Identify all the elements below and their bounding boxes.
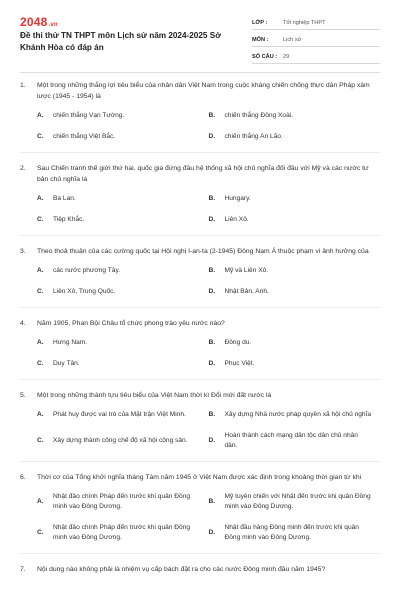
meta-row-subject bbox=[252, 31, 380, 47]
option-d[interactable] bbox=[209, 287, 381, 297]
question-divider bbox=[20, 307, 380, 308]
option-letter: A. bbox=[37, 112, 44, 119]
option-letter: C. bbox=[37, 529, 44, 536]
option-d[interactable] bbox=[209, 431, 381, 451]
question-number: 3. bbox=[20, 248, 26, 255]
option-c[interactable] bbox=[37, 132, 209, 142]
meta-value: 29 bbox=[283, 54, 290, 60]
option-d[interactable] bbox=[209, 215, 381, 225]
question-4 bbox=[20, 318, 380, 369]
options bbox=[20, 338, 380, 369]
exam-meta bbox=[252, 14, 380, 65]
option-text: Xây dựng Nhà nước pháp quyền xã hội chủ nghĩa bbox=[224, 411, 372, 418]
options bbox=[20, 410, 380, 451]
option-c[interactable] bbox=[37, 359, 209, 369]
meta-key: SỐ CÂU : bbox=[252, 54, 278, 60]
header-divider bbox=[20, 72, 380, 73]
option-letter: B. bbox=[208, 195, 216, 202]
option-letter: A. bbox=[37, 339, 44, 346]
option-letter: D. bbox=[208, 216, 216, 223]
question-1 bbox=[20, 80, 380, 142]
meta-key: LỚP : bbox=[252, 20, 268, 26]
option-text: Ba Lan. bbox=[53, 195, 76, 202]
option-d[interactable] bbox=[209, 132, 381, 142]
option-letter: A. bbox=[37, 498, 44, 505]
question-number: 4. bbox=[20, 320, 26, 327]
meta-value: Lịch sử bbox=[283, 37, 302, 43]
option-letter: D. bbox=[208, 133, 216, 140]
option-text: Liên Xô. bbox=[224, 216, 249, 223]
option-a[interactable] bbox=[37, 111, 209, 121]
site-logo[interactable] bbox=[20, 15, 58, 29]
question-number: 7. bbox=[20, 566, 26, 573]
question-text: Theo thoả thuận của các cường quốc tại Hội nghị I-an-ta (2-1945) Đông Nam Á thuộc phạm vi ảnh hưởng của bbox=[37, 248, 369, 255]
option-a[interactable] bbox=[37, 338, 209, 348]
question-text: Năm 1905, Phan Bội Châu tổ chức phong trào yêu nước nào? bbox=[37, 320, 225, 327]
option-d[interactable] bbox=[209, 359, 381, 369]
option-letter: D. bbox=[208, 360, 216, 367]
option-text: chiến thắng Vạn Tường. bbox=[53, 112, 125, 119]
question-6 bbox=[20, 472, 380, 543]
option-text: Xây dựng thành công chế độ xã hội cộng sản. bbox=[53, 437, 188, 444]
options bbox=[20, 492, 380, 543]
question-text: Thời cơ của Tổng khởi nghĩa tháng Tám năm 1945 ở Việt Nam được xác định trong khoảng thời gian từ khi bbox=[37, 474, 362, 481]
option-text: Hưng Nam. bbox=[53, 339, 88, 346]
option-text: Nhật Bản, Anh. bbox=[224, 288, 269, 295]
option-text: chiến thắng Việt Bắc. bbox=[53, 133, 116, 140]
meta-key: MÔN : bbox=[252, 37, 269, 43]
question-text: Một trong những thắng lợi tiêu biểu của nhân dân Việt Nam trong cuộc kháng chiến chống thực dân Pháp xâm lược (1945 - 1954) là bbox=[37, 82, 370, 100]
option-text: Đông du. bbox=[224, 339, 252, 346]
option-letter: C. bbox=[37, 216, 44, 223]
meta-row-class bbox=[252, 14, 380, 30]
option-a[interactable] bbox=[37, 410, 209, 420]
option-text: Liên Xô, Trung Quốc. bbox=[53, 288, 116, 295]
option-text: Phục Việt. bbox=[224, 360, 255, 367]
option-text: Nhật đảo chính Pháp đến trước khi quân Đồng minh vào Đông Dương. bbox=[53, 493, 191, 510]
option-b[interactable] bbox=[209, 266, 381, 276]
option-letter: B. bbox=[208, 267, 216, 274]
option-text: Mỹ tuyên chiến với Nhật đến trước khi quân Đồng minh vào Đông Dương. bbox=[224, 493, 371, 510]
options bbox=[20, 266, 380, 297]
option-b[interactable] bbox=[209, 194, 381, 204]
option-a[interactable] bbox=[37, 194, 209, 204]
option-letter: D. bbox=[208, 288, 216, 295]
question-3 bbox=[20, 246, 380, 297]
question-divider bbox=[20, 379, 380, 380]
option-text: chiến thắng An Lão. bbox=[224, 133, 283, 140]
logo-number: 2048 bbox=[20, 15, 48, 29]
question-5 bbox=[20, 390, 380, 451]
option-text: chiến thắng Đồng Xoài. bbox=[224, 112, 294, 119]
question-text: Nội dung nào không phải là nhiệm vụ cấp bách đặt ra cho các nước Đông minh đầu năm 1945? bbox=[37, 566, 326, 573]
option-letter: C. bbox=[37, 360, 44, 367]
option-c[interactable] bbox=[37, 215, 209, 225]
option-text: Nhật đầu hàng Đồng minh đến trước khi quân Đồng minh vào Đông Dương. bbox=[224, 524, 359, 541]
option-letter: A. bbox=[37, 411, 44, 418]
option-text: các nước phương Tây. bbox=[53, 267, 121, 274]
option-text: Tiệp Khắc. bbox=[53, 216, 85, 223]
question-number: 2. bbox=[20, 165, 26, 172]
question-number: 5. bbox=[20, 392, 26, 399]
option-letter: A. bbox=[37, 195, 44, 202]
option-a[interactable] bbox=[37, 492, 209, 512]
option-c[interactable] bbox=[37, 287, 209, 297]
option-letter: B. bbox=[208, 411, 216, 418]
option-letter: C. bbox=[37, 437, 44, 444]
question-list bbox=[0, 80, 400, 585]
option-text: Nhật đảo chính Pháp đến trước khi quân Đồng minh vào Đông Dương. bbox=[53, 524, 191, 541]
question-text: Sau Chiến tranh thế giới thứ hai, quốc gia đứng đầu hệ thống xã hội chủ nghĩa đối đầu với Mỹ và các nước tư bản chủ nghĩa là bbox=[37, 165, 369, 183]
options bbox=[20, 194, 380, 225]
option-d[interactable] bbox=[209, 523, 381, 543]
option-letter: D. bbox=[208, 529, 216, 536]
question-divider bbox=[20, 461, 380, 462]
header bbox=[0, 0, 400, 73]
option-text: Hungary. bbox=[224, 195, 251, 202]
meta-value: Tốt nghiệp THPT bbox=[283, 20, 326, 26]
option-b[interactable] bbox=[209, 111, 381, 121]
option-letter: C. bbox=[37, 133, 44, 140]
options bbox=[20, 111, 380, 142]
option-b[interactable] bbox=[209, 410, 381, 420]
question-2 bbox=[20, 163, 380, 225]
option-c[interactable] bbox=[37, 431, 209, 451]
question-divider bbox=[20, 152, 380, 153]
option-letter: B. bbox=[208, 498, 216, 505]
option-text: Hoàn thành cách mạng dân tộc dân chủ nhân dân. bbox=[224, 432, 358, 449]
logo-suffix: .vn bbox=[48, 22, 58, 28]
question-divider bbox=[20, 235, 380, 236]
meta-row-count bbox=[252, 48, 380, 64]
exam-title: Đề thi thử TN THPT môn Lịch sử năm 2024-2025 Sở Khánh Hòa có đáp án bbox=[20, 31, 222, 52]
option-text: Phát huy được vai trò của Mặt trận Việt Minh. bbox=[53, 411, 186, 418]
option-letter: C. bbox=[37, 288, 44, 295]
option-letter: A. bbox=[37, 267, 44, 274]
option-c[interactable] bbox=[37, 523, 209, 543]
question-7 bbox=[20, 564, 380, 575]
option-b[interactable] bbox=[209, 338, 381, 348]
option-letter: B. bbox=[208, 339, 216, 346]
question-number: 6. bbox=[20, 474, 26, 481]
option-text: Mỹ và Liên Xô. bbox=[224, 267, 269, 274]
question-text: Một trong những thành tựu tiêu biểu của Việt Nam thời kì Đổi mới đất nước là bbox=[37, 392, 272, 399]
option-b[interactable] bbox=[209, 492, 381, 512]
option-a[interactable] bbox=[37, 266, 209, 276]
option-letter: B. bbox=[208, 112, 216, 119]
option-letter: D. bbox=[208, 437, 216, 444]
question-divider bbox=[20, 553, 380, 554]
option-text: Duy Tân. bbox=[53, 360, 80, 367]
question-number: 1. bbox=[20, 82, 26, 89]
